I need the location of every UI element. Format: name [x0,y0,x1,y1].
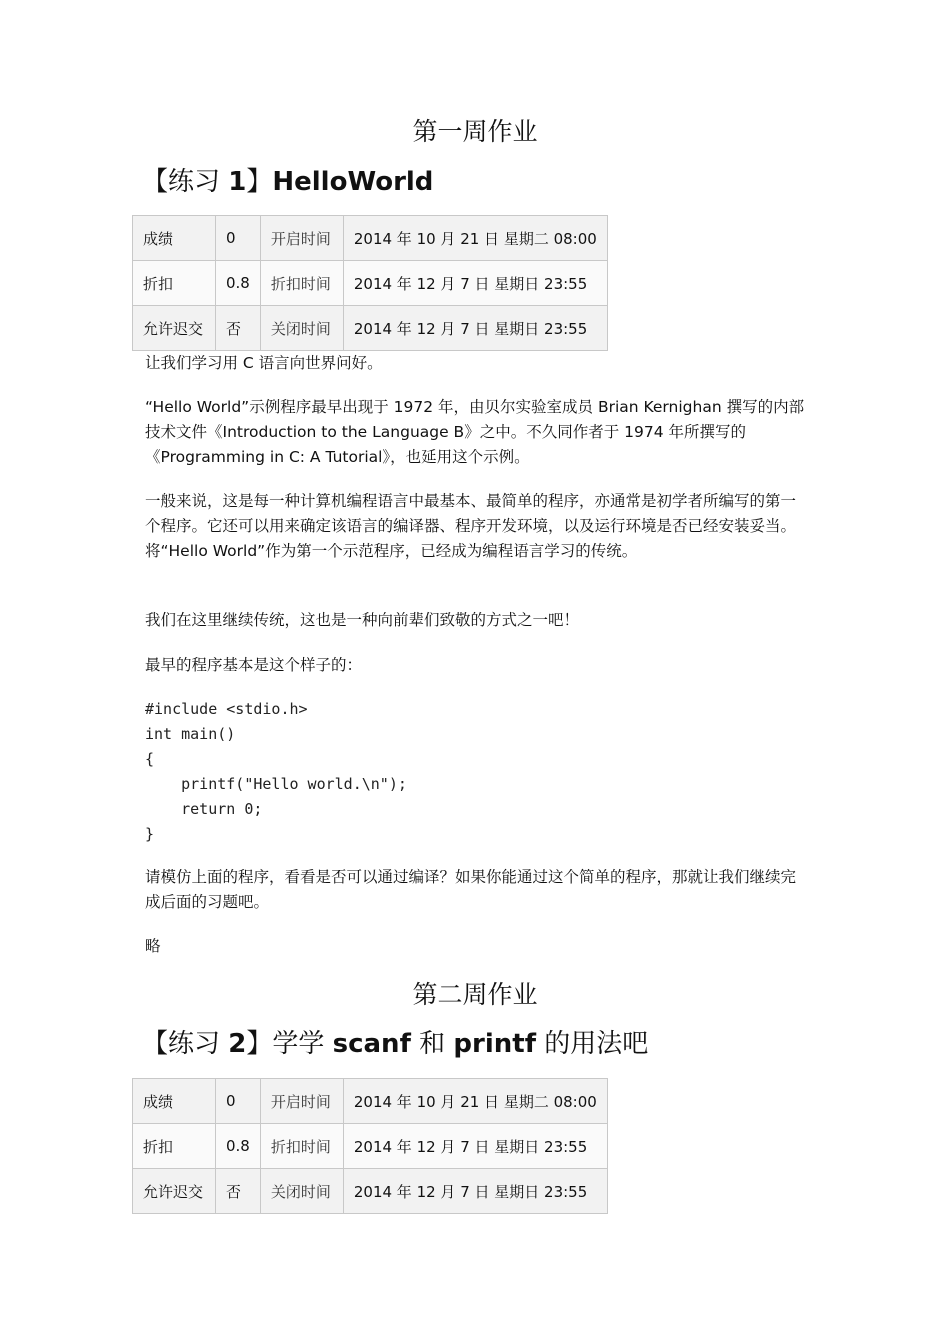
table-cell: 2014 年 12 月 7 日 星期日 23:55 [343,1124,607,1169]
table-cell: 2014 年 12 月 7 日 星期日 23:55 [343,306,607,351]
table-cell: 0 [216,216,261,261]
table-cell: 折扣时间 [260,261,343,306]
exercise2-title-suffix: 的用法吧 [536,1029,649,1059]
exercise1-title-prefix: 【练习 [142,167,229,197]
table-cell: 开启时间 [260,1079,343,1124]
exercise2-title-printf: printf [453,1029,537,1059]
table-row [133,1079,608,1124]
exercise1-info-table [132,215,608,351]
exercise1-title-bracket: 】 [246,167,273,197]
table-row [133,261,608,306]
table-cell: 允许迟交 [133,306,216,351]
paragraph-history: “Hello World”示例程序最早出现于 1972 年，由贝尔实验室成员 Brian Kernighan 撰写的内部技术文件《Introduction to the Language B》之中。不久同作者于 1974 年所撰写的《Programming in C: A Tutorial》，也延用这个示例。 [145,398,805,466]
table-cell: 2014 年 12 月 7 日 星期日 23:55 [343,261,607,306]
table-cell: 2014 年 10 月 21 日 星期二 08:00 [343,216,607,261]
table-cell: 折扣 [133,261,216,306]
exercise2-title [142,1027,648,1061]
table-cell: 0 [216,1079,261,1124]
exercise2-info-table [132,1078,608,1214]
paragraph-tradition: 一般来说，这是每一种计算机编程语言中最基本、最简单的程序，亦通常是初学者所编写的第一个程序。它还可以用来确定该语言的编译器、程序开发环境，以及运行环境是否已经安装妥当。将“Hello World”作为第一个示范程序，已经成为编程语言学习的传统。 [145,492,797,560]
table-cell: 折扣时间 [260,1124,343,1169]
week1-title: 第一周作业 [412,117,538,146]
exercise1-title-name: HelloWorld [272,167,434,197]
paragraph-intro: 让我们学习用 C 语言向世界问好。 [145,354,383,372]
table-cell: 0.8 [216,261,261,306]
exercise2-title-number: 2 [228,1029,247,1059]
table-cell: 关闭时间 [260,1169,343,1214]
table-cell: 折扣 [133,1124,216,1169]
table-cell: 0.8 [216,1124,261,1169]
table-cell: 成绩 [133,1079,216,1124]
paragraph-code-intro: 最早的程序基本是这个样子的： [145,656,363,674]
exercise2-title-prefix: 【练习 [142,1029,229,1059]
paragraph-note: 略 [145,937,161,955]
exercise2-title-and: 和 [410,1029,454,1059]
exercise1-title-number: 1 [228,167,247,197]
exercise2-title-mid: 】学学 [246,1029,333,1059]
table-cell: 允许迟交 [133,1169,216,1214]
table-cell: 成绩 [133,216,216,261]
code-block: #include <stdio.h> int main() { printf("Hello world.\n"); return 0; } [145,700,407,843]
exercise1-title [142,165,433,199]
table-cell: 2014 年 12 月 7 日 星期日 23:55 [343,1169,607,1214]
table-cell: 开启时间 [260,216,343,261]
table-row [133,1169,608,1214]
table-row [133,216,608,261]
week2-title: 第二周作业 [412,980,538,1009]
table-cell: 关闭时间 [260,306,343,351]
paragraph-after-code: 请模仿上面的程序，看看是否可以通过编译？如果你能通过这个简单的程序，那就让我们继续完成后面的习题吧。 [145,868,797,911]
table-row [133,1124,608,1169]
paragraph-continue: 我们在这里继续传统，这也是一种向前辈们致敬的方式之一吧！ [145,611,580,629]
table-cell: 否 [216,1169,261,1214]
exercise2-title-scanf: scanf [332,1029,411,1059]
table-cell: 2014 年 10 月 21 日 星期二 08:00 [343,1079,607,1124]
table-cell: 否 [216,306,261,351]
table-row [133,306,608,351]
